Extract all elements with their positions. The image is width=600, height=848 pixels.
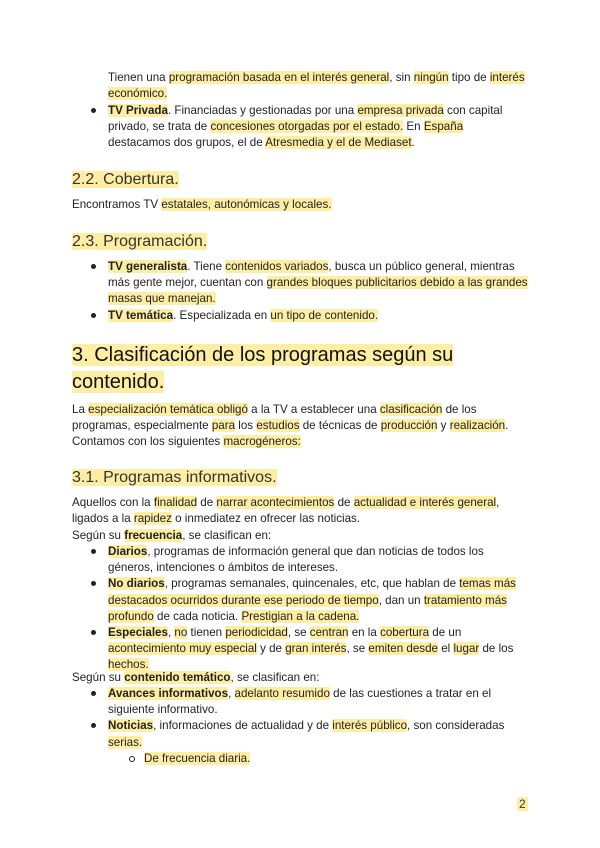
heading-text: 2.3. Programación. xyxy=(72,233,208,250)
page-number: 2 xyxy=(519,797,526,811)
highlight: programación basada en el interés general xyxy=(168,71,390,84)
highlight: interés público xyxy=(332,719,408,733)
highlight: no xyxy=(174,626,188,640)
text: La xyxy=(72,403,89,416)
text: con capital privado, se trata de xyxy=(108,104,503,134)
highlight: temas más destacados ocurridos durante ese periodo de tiempo xyxy=(108,577,516,607)
highlight: gran interés xyxy=(285,642,347,656)
bold-term: Noticias xyxy=(108,719,154,733)
text: , programas de información general que dan noticias de todos los géneros, intenciones o ámbitos de intereses. xyxy=(108,545,484,575)
highlight: cobertura xyxy=(380,626,430,640)
text: , se xyxy=(346,642,369,656)
highlight: lugar xyxy=(453,642,480,656)
text: o inmediatez en ofrecer las noticias. xyxy=(171,512,361,526)
text: de un xyxy=(429,626,462,640)
highlight: serias. xyxy=(108,735,143,749)
heading-text: 2.2. Cobertura. xyxy=(72,171,179,188)
text: de los xyxy=(479,642,514,656)
intro-paragraph xyxy=(108,70,528,102)
text: de cada noticia. xyxy=(153,609,242,623)
text: . xyxy=(411,136,415,150)
highlight: tratamiento más profundo xyxy=(108,593,507,623)
highlight: producción xyxy=(380,419,438,433)
text: tienen xyxy=(187,626,226,640)
highlight: hechos. xyxy=(108,658,149,672)
highlight: actualidad e interés general xyxy=(353,496,497,509)
circle-bullet-icon xyxy=(129,756,135,762)
bold-term: Especiales xyxy=(108,626,168,640)
bold-term: TV Privada xyxy=(108,104,168,117)
text: los xyxy=(235,419,257,433)
text: , programas semanales, quincenales, etc, que hablan de xyxy=(164,577,460,591)
text: . Especializada en xyxy=(173,308,271,322)
bullet-icon xyxy=(91,691,96,696)
text: y xyxy=(437,419,450,433)
text: , se clasifican en: xyxy=(182,529,272,542)
text: de las cuestiones a tratar en el siguiente informativo. xyxy=(108,687,492,717)
text: a la TV a establecer una xyxy=(247,403,380,416)
highlight: contenidos variados xyxy=(225,260,329,273)
clasificacion-paragraph xyxy=(72,402,532,451)
list-item xyxy=(108,308,528,324)
text: Tienen una xyxy=(108,71,169,84)
highlight: grandes bloques publicitarios debido a las grandes masas que manejan. xyxy=(108,276,528,306)
list-item xyxy=(108,103,528,152)
highlight: acontecimiento muy especial xyxy=(108,642,257,656)
highlight: De frecuencia diaria. xyxy=(144,752,251,765)
bold-term: TV generalista xyxy=(108,260,188,273)
bullet-icon xyxy=(91,723,96,728)
text: Aquellos con la xyxy=(72,496,154,509)
cobertura-paragraph xyxy=(72,197,532,213)
list-item xyxy=(108,259,528,308)
bullet-icon xyxy=(91,581,96,586)
highlight: adelanto resumido xyxy=(234,687,330,700)
bullet-list-contenido xyxy=(108,686,528,751)
highlight: Atresmedia y el de Mediaset xyxy=(265,136,412,150)
text: en la xyxy=(348,626,381,640)
list-item xyxy=(108,625,528,674)
highlight: macrogéneros: xyxy=(223,435,301,449)
highlight: estudios xyxy=(256,419,300,433)
bullet-icon xyxy=(91,264,96,269)
bold-term: Avances informativos xyxy=(108,687,229,700)
highlight: especialización temática obligó xyxy=(88,403,248,416)
heading-clasificacion xyxy=(72,342,512,396)
highlight: centran xyxy=(309,626,349,640)
sub-list-noticias xyxy=(144,751,524,767)
text: destacamos dos grupos, el de xyxy=(108,136,266,150)
bold-term: Diarios xyxy=(108,545,148,558)
text: En xyxy=(403,120,424,134)
text: de técnicas de xyxy=(299,419,381,433)
text: . Tiene xyxy=(187,260,226,273)
highlight: realización xyxy=(449,419,506,433)
heading-text: 3.1. Programas informativos. xyxy=(72,469,277,486)
highlight: para xyxy=(211,419,236,433)
contenido-paragraph xyxy=(72,670,532,686)
bold-term: contenido temático xyxy=(124,671,231,684)
text: , son consideradas xyxy=(407,719,505,733)
text: , xyxy=(228,687,235,700)
highlight: estatales, autonómicas y locales. xyxy=(161,198,332,211)
text: y de xyxy=(256,642,286,656)
text: , dan un xyxy=(378,593,424,607)
text: de xyxy=(334,496,354,509)
text: , sin xyxy=(389,71,414,84)
list-item xyxy=(108,718,528,750)
highlight: finalidad xyxy=(153,496,198,509)
bullet-list-frecuencia xyxy=(108,544,528,674)
highlight: clasificación xyxy=(379,403,443,416)
highlight: España xyxy=(423,120,464,134)
bullet-icon xyxy=(91,108,96,113)
bullet-icon xyxy=(91,313,96,318)
bold-term: No diarios xyxy=(108,577,165,591)
highlight: interés económico. xyxy=(108,71,525,101)
text: Según su xyxy=(72,671,125,684)
heading-cobertura xyxy=(72,170,179,190)
text: , ligados a la xyxy=(72,496,500,526)
text: , xyxy=(167,626,175,640)
text: . Financiadas y gestionadas por una xyxy=(167,104,358,117)
highlight: emiten desde xyxy=(368,642,438,656)
text: , busca un público general, mientras más gente mejor, cuentan con xyxy=(108,260,515,290)
frecuencia-paragraph xyxy=(72,528,532,544)
text: , se clasifican en: xyxy=(230,671,320,684)
highlight: periodicidad xyxy=(225,626,288,640)
highlight: ningún xyxy=(413,71,449,84)
heading-text: 3. Clasificación de los programas según su contenido. xyxy=(72,344,454,393)
text: el xyxy=(438,642,454,656)
heading-informativos xyxy=(72,468,277,488)
informativos-paragraph xyxy=(72,495,532,527)
highlight: concesiones otorgadas por el estado. xyxy=(210,120,404,134)
sub-list-item xyxy=(144,751,524,767)
bullet-list-programacion xyxy=(108,259,528,324)
bullet-list-privada xyxy=(108,103,528,152)
text: , informaciones de actualidad y de xyxy=(153,719,333,733)
highlight: narrar acontecimientos xyxy=(216,496,335,509)
text: de xyxy=(197,496,217,509)
text: tipo de xyxy=(448,71,490,84)
text: de los programas, especialmente xyxy=(72,403,477,433)
list-item xyxy=(108,544,528,576)
text: . Contamos con los siguientes xyxy=(72,419,509,449)
text: Según su xyxy=(72,529,125,542)
list-item xyxy=(108,686,528,718)
highlight: rapidez xyxy=(133,512,172,526)
bullet-icon xyxy=(91,630,96,635)
bullet-icon xyxy=(91,549,96,554)
list-item xyxy=(108,576,528,625)
text: Encontramos TV xyxy=(72,198,162,211)
bold-term: TV temática xyxy=(108,308,174,322)
highlight: empresa privada xyxy=(357,104,444,117)
heading-programacion xyxy=(72,232,207,252)
bold-term: frecuencia xyxy=(124,529,183,542)
text: , se xyxy=(287,626,310,640)
highlight: un tipo de contenido. xyxy=(270,308,379,322)
highlight: Prestigian a la cadena. xyxy=(241,609,360,623)
